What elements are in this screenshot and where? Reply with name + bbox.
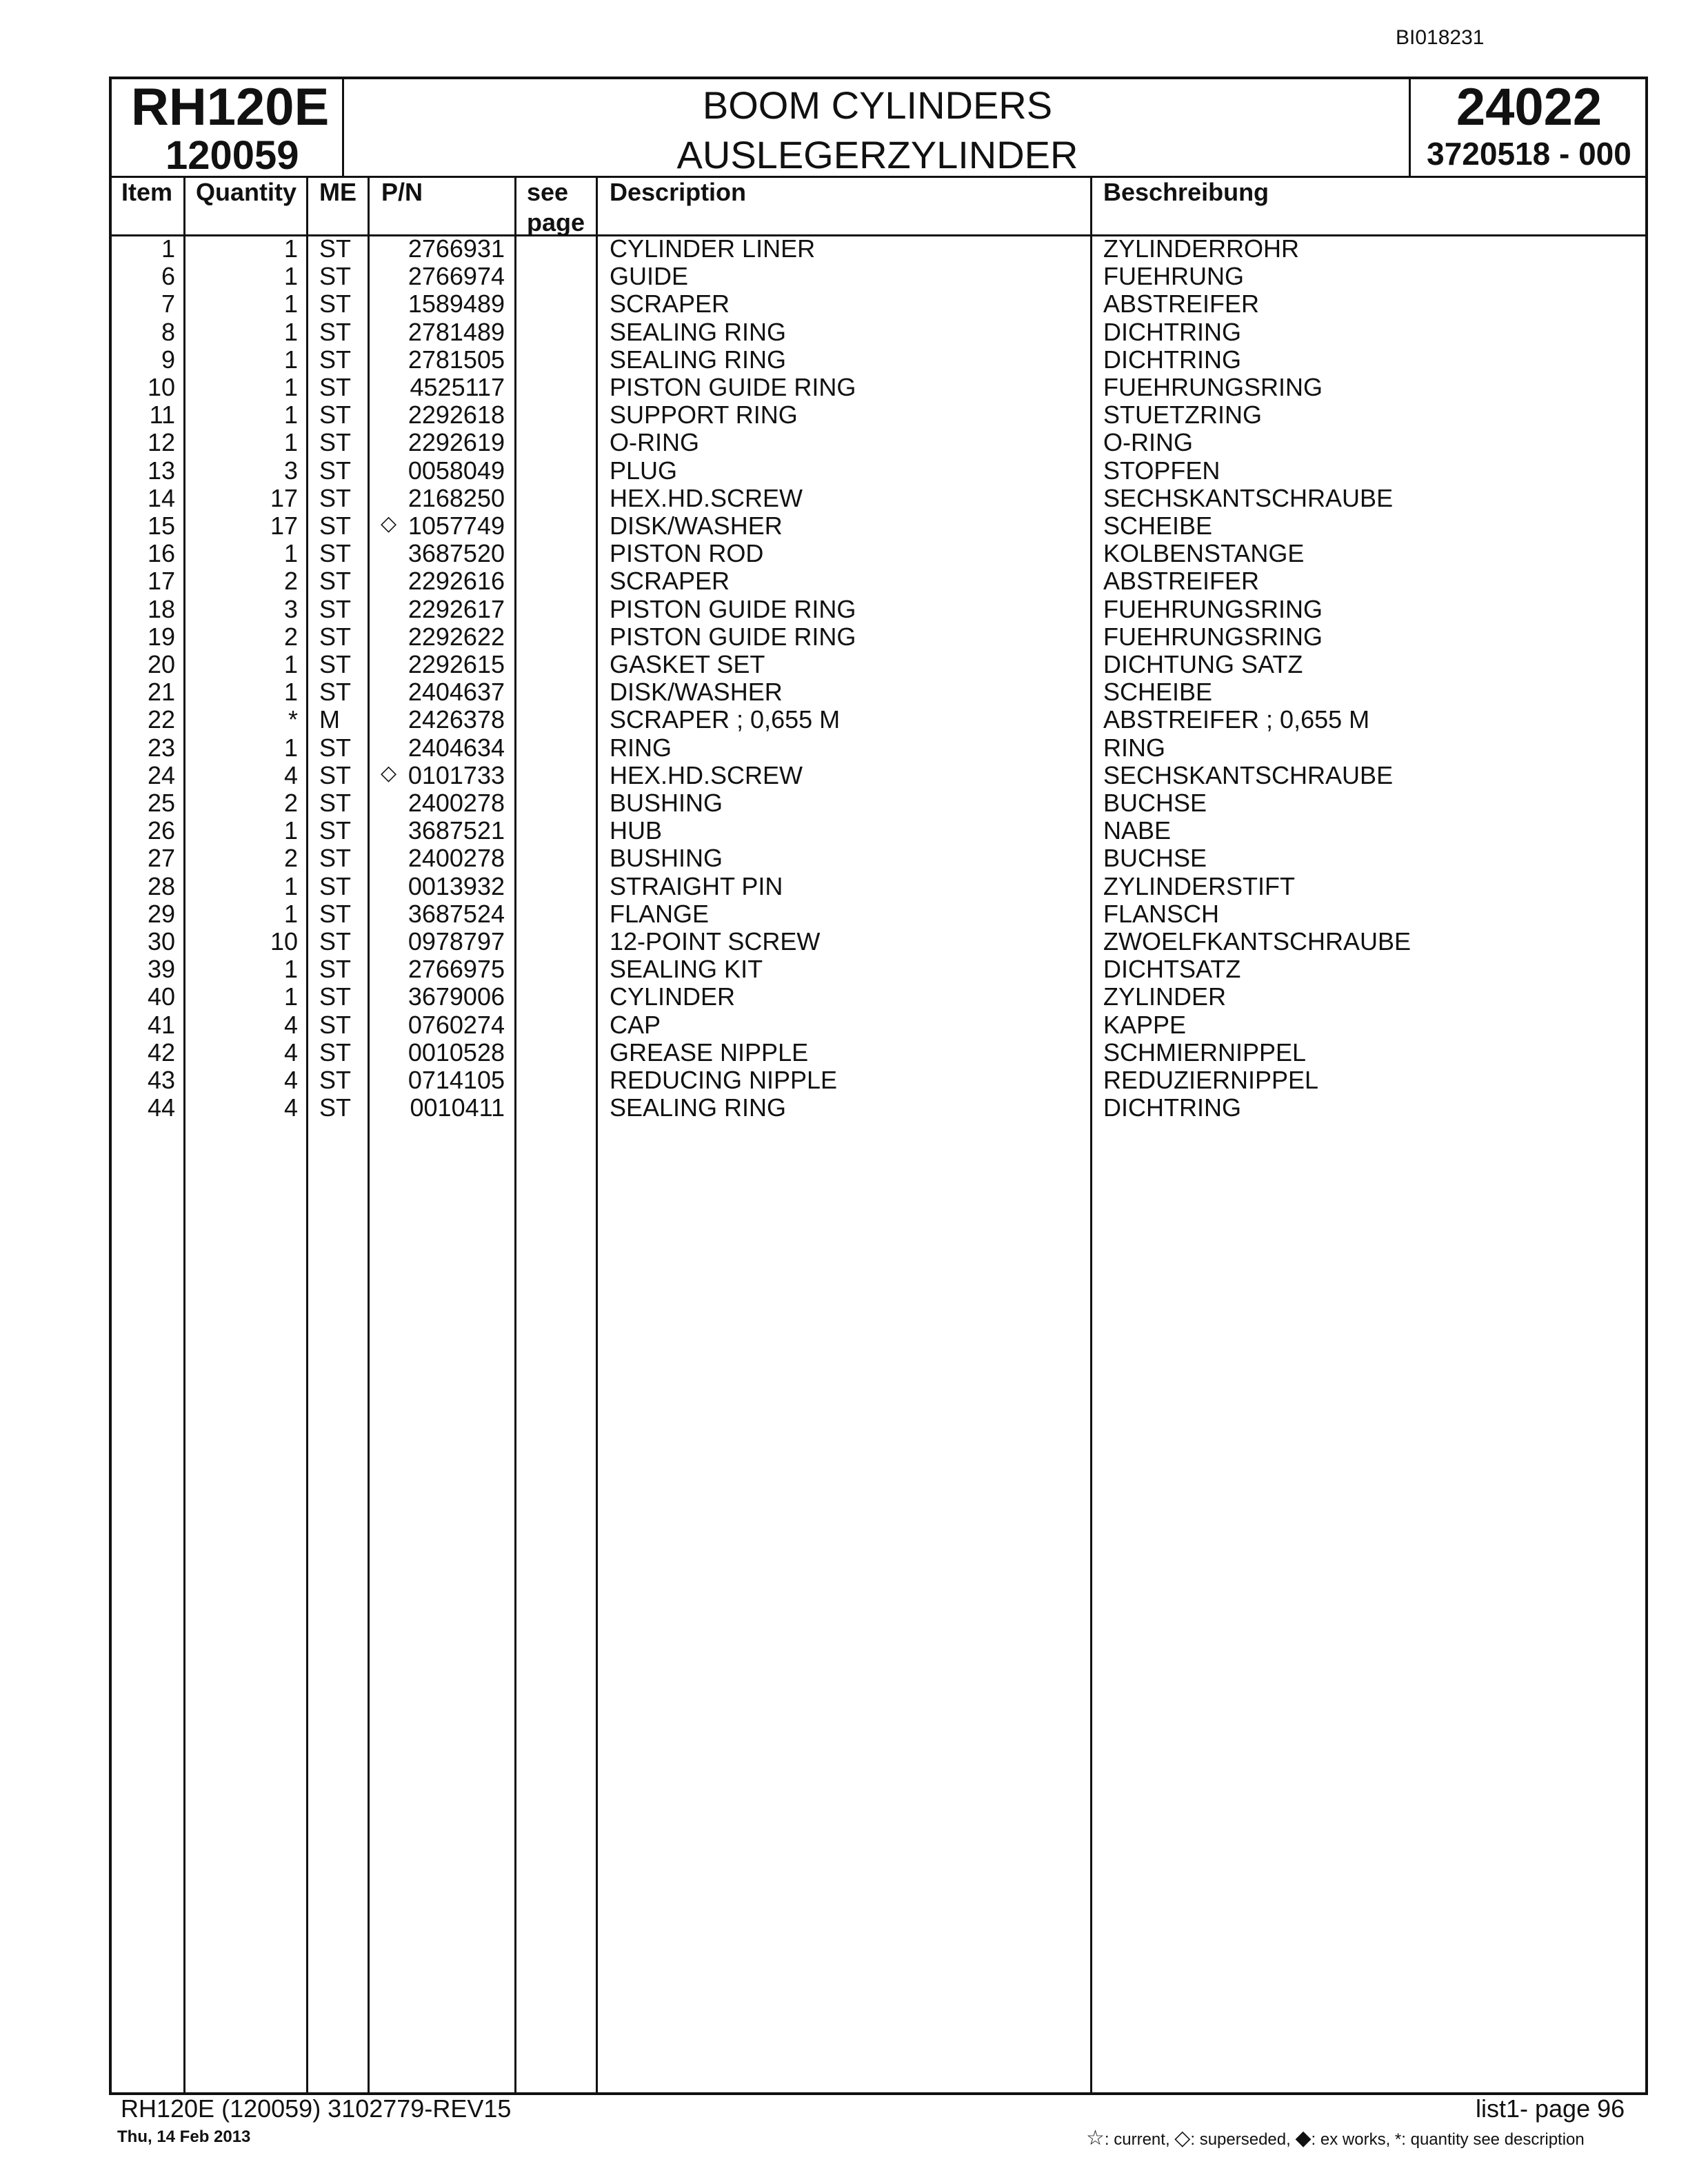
cell-quantity: 1 [283, 539, 298, 568]
cell-beschreibung: STOPFEN [1103, 456, 1220, 485]
cell-me: ST [319, 871, 352, 900]
cell-pn: 0101733 [408, 760, 505, 789]
cell-description: SUPPORT RING [610, 401, 798, 429]
cell-pn: 0010411 [410, 1093, 505, 1122]
legend-superseded: : superseded, [1190, 2130, 1291, 2149]
cell-me: ST [319, 512, 352, 540]
cell-pn: 3687520 [408, 539, 505, 568]
column-header-see: see [527, 178, 569, 206]
cell-quantity: 1 [283, 262, 298, 291]
column-header-pn: P/N [381, 178, 423, 206]
cell-me: ST [319, 373, 352, 401]
cell-me: ST [319, 1010, 352, 1039]
cell-quantity: 4 [283, 760, 298, 789]
cell-quantity: 1 [283, 317, 298, 346]
cell-quantity: 4 [283, 1038, 298, 1066]
legend-quantity: : quantity see description [1401, 2130, 1585, 2149]
cell-description: PISTON GUIDE RING [610, 594, 856, 623]
cell-quantity: 1 [283, 733, 298, 762]
cell-pn: 0010528 [408, 1038, 505, 1066]
diamond-outline-icon: ◇ [1174, 2127, 1191, 2150]
cell-me: ST [319, 622, 352, 651]
cell-me: ST [319, 456, 352, 485]
cell-item: 28 [147, 871, 175, 900]
cell-description: PISTON GUIDE RING [610, 373, 856, 401]
cell-quantity: 2 [283, 622, 298, 651]
cell-quantity: 17 [270, 512, 298, 540]
cell-item: 30 [147, 927, 175, 956]
cell-item: 21 [147, 678, 175, 707]
cell-beschreibung: SCHEIBE [1103, 678, 1213, 707]
footer-date: Thu, 14 Feb 2013 [117, 2127, 251, 2146]
cell-item: 43 [147, 1066, 175, 1094]
cell-item: 16 [147, 539, 175, 568]
cell-description: CYLINDER LINER [610, 234, 816, 263]
asterisk-icon: * [1394, 2130, 1402, 2149]
cell-quantity: 1 [283, 678, 298, 707]
column-divider [596, 176, 598, 2095]
cell-pn: 2292619 [408, 428, 505, 457]
cell-pn: 3687521 [408, 816, 505, 845]
cell-beschreibung: DICHTSATZ [1103, 955, 1241, 984]
cell-beschreibung: FLANSCH [1103, 899, 1220, 928]
cell-pn: 0013932 [408, 871, 505, 900]
cell-item: 10 [147, 373, 175, 401]
cell-description: SEALING RING [610, 317, 787, 346]
cell-description: SEALING RING [610, 1093, 787, 1122]
cell-pn: 2292618 [408, 401, 505, 429]
cell-quantity: 1 [283, 290, 298, 318]
cell-description: RING [610, 733, 672, 762]
cell-me: ST [319, 1038, 352, 1066]
cell-item: 11 [149, 401, 175, 429]
cell-quantity: 2 [283, 789, 298, 817]
column-divider [368, 176, 370, 2095]
column-header-beschreibung: Beschreibung [1103, 178, 1269, 206]
cell-pn: 0058049 [408, 456, 505, 485]
cell-quantity: 1 [283, 234, 298, 263]
legend-current: : current, [1104, 2130, 1170, 2149]
cell-quantity: 4 [283, 1093, 298, 1122]
cell-item: 15 [147, 512, 175, 540]
cell-pn: 2400278 [408, 844, 505, 873]
cell-description: SEALING RING [610, 345, 787, 374]
cell-item: 20 [147, 650, 175, 678]
cell-me: ST [319, 428, 352, 457]
cell-item: 24 [147, 760, 175, 789]
cell-pn: 2766974 [408, 262, 505, 291]
cell-quantity: 3 [283, 594, 298, 623]
cell-beschreibung: ZYLINDERROHR [1103, 234, 1300, 263]
cell-item: 7 [161, 290, 175, 318]
cell-beschreibung: SCHEIBE [1103, 512, 1213, 540]
cell-pn: 2781505 [408, 345, 505, 374]
cell-quantity: 1 [283, 816, 298, 845]
cell-beschreibung: ABSTREIFER [1103, 567, 1260, 596]
machine-model: RH120E [131, 78, 330, 136]
column-header-page: page [527, 208, 585, 236]
cell-me: ST [319, 927, 352, 956]
cell-item: 42 [147, 1038, 175, 1066]
cell-pn: 3679006 [408, 982, 505, 1011]
column-header-quantity: Quantity [196, 178, 297, 206]
cell-pn: 1589489 [408, 290, 505, 318]
group-number: 24022 [1456, 78, 1602, 136]
document-reference: BI018231 [1396, 26, 1485, 49]
cell-me: ST [319, 594, 352, 623]
cell-item: 8 [161, 317, 175, 346]
cell-me: ST [319, 317, 352, 346]
cell-description: CAP [610, 1010, 661, 1039]
cell-me: ST [319, 234, 352, 263]
cell-me: ST [319, 345, 352, 374]
cell-description: DISK/WASHER [610, 512, 783, 540]
cell-beschreibung: NABE [1103, 816, 1172, 845]
superseded-diamond-icon: ◇ [381, 512, 397, 535]
cell-quantity: 2 [283, 844, 298, 873]
cell-beschreibung: DICHTRING [1103, 317, 1241, 346]
cell-me: ST [319, 789, 352, 817]
cell-quantity: 1 [283, 650, 298, 678]
cell-item: 25 [147, 789, 175, 817]
column-header-description: Description [610, 178, 747, 206]
cell-beschreibung: BUCHSE [1103, 844, 1207, 873]
footer-page-number: list1- page 96 [1476, 2094, 1625, 2123]
cell-description: STRAIGHT PIN [610, 871, 783, 900]
cell-item: 29 [147, 899, 175, 928]
cell-quantity: 3 [283, 456, 298, 485]
cell-quantity: 1 [283, 871, 298, 900]
cell-beschreibung: FUEHRUNGSRING [1103, 622, 1323, 651]
cell-item: 14 [147, 483, 175, 512]
cell-beschreibung: SECHSKANTSCHRAUBE [1103, 760, 1394, 789]
cell-description: PLUG [610, 456, 678, 485]
cell-me: ST [319, 678, 352, 707]
cell-me: ST [319, 1093, 352, 1122]
cell-quantity: 4 [283, 1066, 298, 1094]
cell-item: 1 [161, 234, 175, 263]
machine-serial: 120059 [165, 133, 299, 178]
cell-beschreibung: STUETZRING [1103, 401, 1262, 429]
cell-quantity: 1 [283, 428, 298, 457]
cell-quantity: 10 [270, 927, 298, 956]
cell-beschreibung: REDUZIERNIPPEL [1103, 1066, 1319, 1094]
group-title-english: BOOM CYLINDERS [702, 83, 1053, 127]
cell-item: 40 [147, 982, 175, 1011]
group-part-number: 3720518 - 000 [1427, 136, 1631, 172]
cell-beschreibung: ABSTREIFER ; 0,655 M [1103, 705, 1370, 734]
cell-item: 18 [147, 594, 175, 623]
cell-quantity: * [288, 705, 298, 734]
cell-description: SCRAPER [610, 567, 730, 596]
column-divider [1090, 176, 1092, 2095]
cell-me: ST [319, 401, 352, 429]
cell-me: ST [319, 733, 352, 762]
cell-pn: 2292616 [408, 567, 505, 596]
cell-me: ST [319, 290, 352, 318]
cell-beschreibung: DICHTUNG SATZ [1103, 650, 1303, 678]
cell-beschreibung: FUEHRUNG [1103, 262, 1244, 291]
cell-quantity: 17 [270, 483, 298, 512]
group-title-german: AUSLEGERZYLINDER [676, 133, 1078, 176]
cell-item: 12 [147, 428, 175, 457]
cell-item: 41 [147, 1010, 175, 1039]
cell-beschreibung: SECHSKANTSCHRAUBE [1103, 483, 1394, 512]
cell-description: HUB [610, 816, 663, 845]
cell-beschreibung: KAPPE [1103, 1010, 1187, 1039]
cell-quantity: 2 [283, 567, 298, 596]
cell-pn: 3687524 [408, 899, 505, 928]
cell-item: 23 [147, 733, 175, 762]
cell-description: GASKET SET [610, 650, 765, 678]
superseded-diamond-icon: ◇ [381, 761, 397, 785]
cell-beschreibung: DICHTRING [1103, 345, 1241, 374]
cell-pn: 2400278 [408, 789, 505, 817]
cell-beschreibung: KOLBENSTANGE [1103, 539, 1305, 568]
cell-description: FLANGE [610, 899, 710, 928]
cell-beschreibung: DICHTRING [1103, 1093, 1241, 1122]
cell-pn: 0978797 [408, 927, 505, 956]
cell-me: M [319, 705, 340, 734]
cell-pn: 2292622 [408, 622, 505, 651]
cell-item: 19 [147, 622, 175, 651]
symbol-legend [1086, 2126, 1585, 2150]
cell-description: O-RING [610, 428, 699, 457]
cell-quantity: 1 [283, 955, 298, 984]
cell-description: BUSHING [610, 844, 723, 873]
cell-me: ST [319, 844, 352, 873]
cell-item: 22 [147, 705, 175, 734]
cell-beschreibung: ZWOELFKANTSCHRAUBE [1103, 927, 1411, 956]
cell-me: ST [319, 899, 352, 928]
cell-description: HEX.HD.SCREW [610, 483, 803, 512]
cell-me: ST [319, 816, 352, 845]
cell-me: ST [319, 982, 352, 1011]
cell-quantity: 1 [283, 401, 298, 429]
column-header-item: Item [121, 178, 173, 206]
cell-item: 6 [161, 262, 175, 291]
cell-beschreibung: ABSTREIFER [1103, 290, 1260, 318]
cell-me: ST [319, 760, 352, 789]
cell-me: ST [319, 539, 352, 568]
cell-pn: 2404634 [408, 733, 505, 762]
cell-item: 44 [147, 1093, 175, 1122]
cell-description: CYLINDER [610, 982, 736, 1011]
column-divider [183, 176, 185, 2095]
cell-beschreibung: FUEHRUNGSRING [1103, 594, 1323, 623]
cell-description: 12-POINT SCREW [610, 927, 821, 956]
cell-me: ST [319, 483, 352, 512]
cell-pn: 2426378 [408, 705, 505, 734]
cell-me: ST [319, 567, 352, 596]
cell-quantity: 1 [283, 899, 298, 928]
cell-item: 9 [161, 345, 175, 374]
cell-beschreibung: RING [1103, 733, 1165, 762]
legend-ex-works: : ex works, [1311, 2130, 1391, 2149]
column-header-me: ME [319, 178, 356, 206]
cell-description: GUIDE [610, 262, 689, 291]
cell-pn: 2168250 [408, 483, 505, 512]
cell-description: SCRAPER [610, 290, 730, 318]
header-divider [342, 77, 344, 177]
cell-beschreibung: ZYLINDERSTIFT [1103, 871, 1296, 900]
cell-pn: 0760274 [408, 1010, 505, 1039]
cell-pn: 2404637 [408, 678, 505, 707]
cell-beschreibung: FUEHRUNGSRING [1103, 373, 1323, 401]
cell-pn: 1057749 [408, 512, 505, 540]
cell-pn: 2292615 [408, 650, 505, 678]
cell-description: PISTON ROD [610, 539, 764, 568]
cell-pn: 2781489 [408, 317, 505, 346]
cell-me: ST [319, 650, 352, 678]
cell-description: BUSHING [610, 789, 723, 817]
cell-quantity: 1 [283, 373, 298, 401]
cell-description: DISK/WASHER [610, 678, 783, 707]
cell-description: SEALING KIT [610, 955, 763, 984]
cell-description: PISTON GUIDE RING [610, 622, 856, 651]
cell-quantity: 4 [283, 1010, 298, 1039]
cell-item: 39 [147, 955, 175, 984]
cell-item: 26 [147, 816, 175, 845]
cell-beschreibung: SCHMIERNIPPEL [1103, 1038, 1307, 1066]
cell-description: HEX.HD.SCREW [610, 760, 803, 789]
cell-item: 27 [147, 844, 175, 873]
cell-beschreibung: ZYLINDER [1103, 982, 1227, 1011]
cell-item: 13 [147, 456, 175, 485]
cell-item: 17 [147, 567, 175, 596]
column-divider [306, 176, 308, 2095]
cell-beschreibung: BUCHSE [1103, 789, 1207, 817]
cell-pn: 2766975 [408, 955, 505, 984]
cell-description: SCRAPER ; 0,655 M [610, 705, 841, 734]
cell-pn: 2292617 [408, 594, 505, 623]
cell-pn: 2766931 [408, 234, 505, 263]
cell-me: ST [319, 1066, 352, 1094]
star-icon: ☆ [1086, 2127, 1105, 2150]
cell-me: ST [319, 955, 352, 984]
diamond-filled-icon: ◆ [1295, 2127, 1312, 2150]
cell-me: ST [319, 262, 352, 291]
cell-beschreibung: O-RING [1103, 428, 1193, 457]
cell-quantity: 1 [283, 345, 298, 374]
cell-quantity: 1 [283, 982, 298, 1011]
column-divider [514, 176, 516, 2095]
cell-description: GREASE NIPPLE [610, 1038, 809, 1066]
footer-document-id: RH120E (120059) 3102779-REV15 [121, 2094, 512, 2123]
cell-description: REDUCING NIPPLE [610, 1066, 838, 1094]
cell-pn: 4525117 [410, 373, 505, 401]
cell-pn: 0714105 [408, 1066, 505, 1094]
